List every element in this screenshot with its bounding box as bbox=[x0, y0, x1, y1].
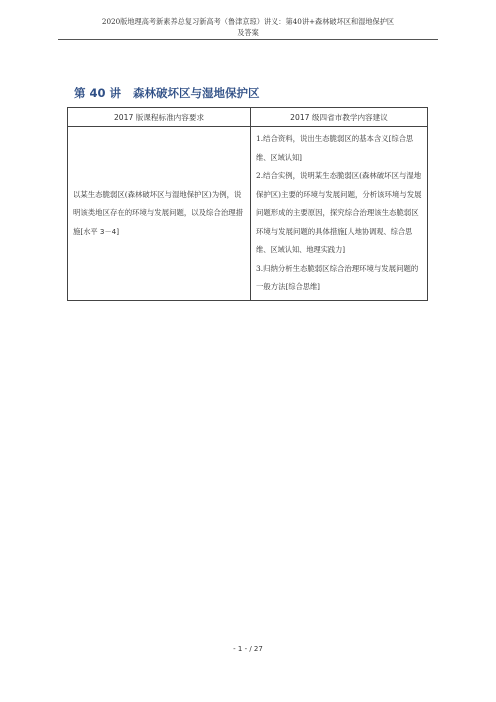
suggestion-tag: [综合思维、区域认知] bbox=[256, 134, 414, 162]
lesson-number: 第 40 讲 bbox=[74, 86, 122, 100]
suggestion-text: 3.归纳分析生态脆弱区综合治理环境与发展问题的一般方法 bbox=[256, 263, 419, 291]
suggestion-item bbox=[256, 260, 422, 297]
suggestion-text: 2.结合实例，说明某生态脆弱区(森林破坏区与湿地保护区)主要的环境与发展问题，分析该环境与发展问题形成的主要原因，探究综合治理该生态脆弱区环境与发展问题的具体措施 bbox=[256, 171, 422, 236]
column-header-suggestions: 2017 级四省市教学内容建议 bbox=[251, 108, 428, 127]
lesson-title: 森林破坏区与湿地保护区 bbox=[133, 86, 260, 100]
suggestion-text: 1.结合资料，说出生态脆弱区的基本含义 bbox=[256, 134, 389, 143]
table-row bbox=[68, 127, 428, 301]
column-header-standard: 2017 版课程标准内容要求 bbox=[68, 108, 251, 127]
suggestion-item bbox=[256, 130, 422, 167]
header-title-line2: 及答案 bbox=[237, 28, 259, 37]
lesson-heading bbox=[74, 85, 260, 101]
suggestions-cell bbox=[251, 127, 428, 301]
standard-level-tag: [水平 3－4] bbox=[80, 226, 120, 236]
page-header bbox=[58, 16, 438, 38]
page-number: - 1 - / 27 bbox=[233, 645, 263, 653]
standard-text: 以某生态脆弱区(森林破坏区与湿地保护区)为例，说明该类地区存在的环境与发展问题，以及综合治理措施 bbox=[73, 189, 243, 236]
table-header-row bbox=[68, 108, 428, 127]
standard-cell bbox=[68, 127, 251, 301]
curriculum-table bbox=[67, 107, 428, 301]
suggestion-item bbox=[256, 167, 422, 260]
suggestion-tag: [综合思维] bbox=[285, 282, 320, 291]
suggestion-tag: [人地协调观、综合思维、区域认知、地理实践力] bbox=[256, 226, 413, 254]
header-divider bbox=[58, 39, 438, 40]
header-title-line1: 2020版地理高考新素养总复习新高考（鲁津京琼）讲义：第40讲+森林破坏区和湿地保护区 bbox=[101, 17, 395, 26]
